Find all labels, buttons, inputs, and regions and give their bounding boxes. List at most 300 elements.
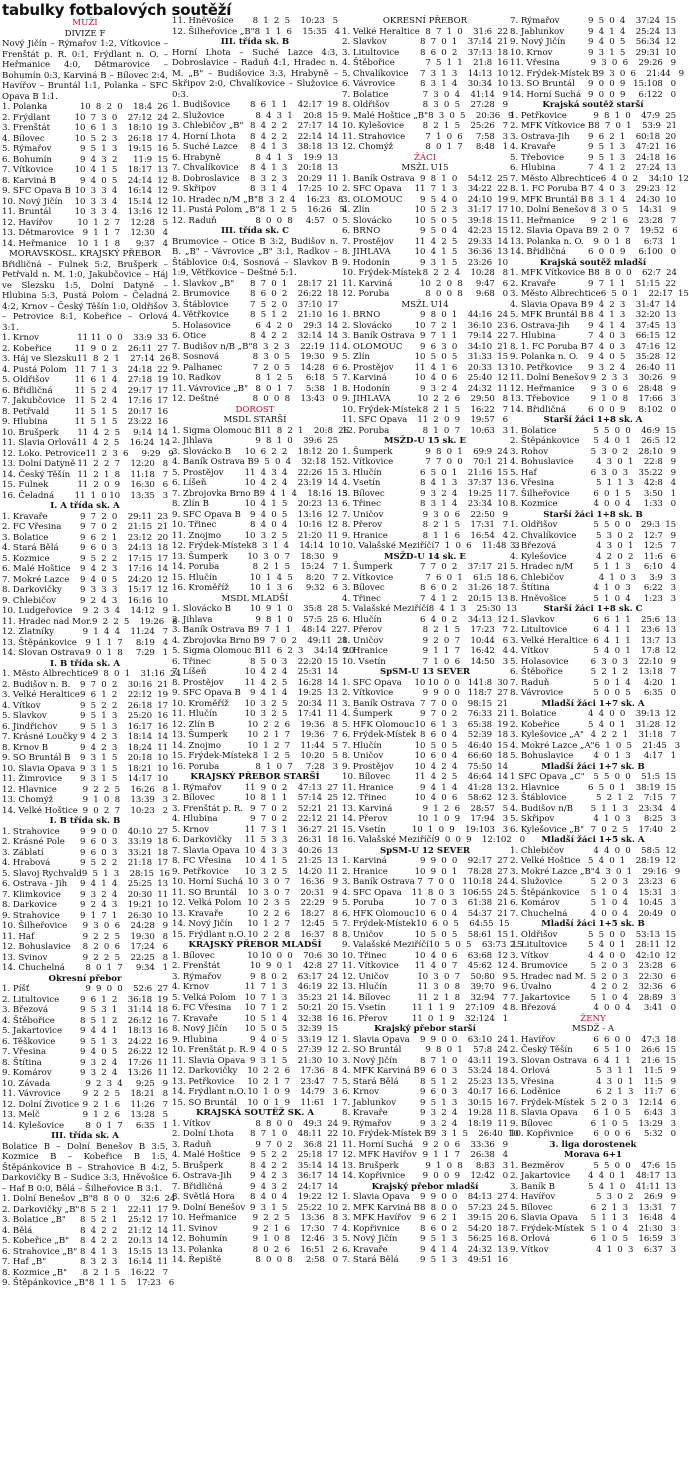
team-name: 9. Polanka n. O.: [510, 352, 579, 362]
team-name: 12. Frýdek-Místek: [172, 541, 252, 551]
table-row: [342, 531, 508, 542]
team-name: 8. Darkovičky: [2, 585, 62, 595]
team-stats: 6 0 0 6 5:32 0: [593, 1129, 676, 1139]
team-name: 6. Darkovičky: [172, 835, 232, 845]
team-name: 3. Frenštát p. R.: [172, 803, 243, 814]
table-row: [2, 344, 168, 355]
team-stats: 9 3 0 6 28:48 9: [590, 383, 676, 394]
table-row: [510, 173, 689, 185]
table-row: [172, 373, 338, 384]
team-stats: 9 6 1 2 36:18 19: [79, 994, 168, 1005]
team-stats: 10 1 2 7 12:45 5: [247, 919, 338, 929]
table-row: [172, 468, 338, 479]
team-name: 16. Čeladná: [2, 490, 55, 501]
table-row: [172, 646, 355, 657]
team-name: 5. Třebovice: [510, 152, 565, 163]
table-row: [342, 1234, 508, 1245]
team-name: 9. Chlebičov: [2, 595, 56, 606]
team-stats: 9 2 1 6 17:30 7: [252, 1223, 338, 1234]
team-stats: 9 9 0 0 40:10 27: [79, 826, 168, 837]
team-name: 8. Uničov: [342, 751, 384, 761]
team-stats: 9 6 0 3 33:21 18: [79, 847, 168, 858]
table-row: [2, 575, 168, 586]
team-name: 12. Šilheřovice „B": [172, 26, 255, 37]
table-row: [342, 583, 508, 594]
table-row: [172, 583, 338, 594]
team-stats: 9 2 2 5 18:21 8: [82, 1089, 168, 1099]
table-row: [510, 1003, 676, 1014]
team-stats: 9 8 1 0 39:6 25: [255, 436, 338, 446]
team-stats: 7 4 0 3 47:16 12: [587, 341, 676, 352]
table-row: [2, 984, 168, 995]
team-name: 8. Hněvošice: [510, 593, 567, 604]
team-stats: 6 5 0 1 38:19 15: [587, 782, 676, 793]
table-row: [342, 604, 517, 615]
team-stats: 9 2 2 5 22:25 8: [82, 952, 168, 963]
team-name: 15. SO Bruntál: [172, 1097, 237, 1108]
table-row: [172, 279, 338, 290]
team-stats: 11 4 1 6 20:33 13: [414, 362, 508, 373]
team-name: 3. Baník Ostrava: [342, 877, 415, 887]
team-name: 11. Pustá Polom „B": [172, 205, 260, 215]
team-stats: 9 0 0 9 6:122 0: [588, 89, 676, 100]
team-name: 12. Poruba: [342, 425, 390, 436]
team-stats: 11 2 0 9 19:57 6: [417, 415, 508, 425]
team-stats: 6 4 0 2 34:10 12: [600, 173, 689, 184]
team-name: 2. Jakartovice: [510, 1171, 571, 1181]
table-row: [342, 268, 508, 279]
team-name: 5. Zlín: [342, 352, 370, 362]
table-row: [172, 488, 348, 500]
team-stats: 9 9 0 0 84:13 27: [419, 1192, 508, 1202]
table-row: [510, 825, 676, 836]
table-row: [172, 751, 338, 762]
team-name: 10. Kopřivnice: [510, 1129, 574, 1139]
team-stats: 4 2 0 2 11:6 6: [596, 551, 676, 562]
team-name: 4. OLOMOUC: [342, 341, 403, 352]
table-row: [342, 184, 508, 195]
table-row: [2, 1205, 168, 1216]
team-name: 9. Hranice: [342, 530, 388, 541]
team-name: 11. Hranice: [342, 782, 394, 793]
team-stats: 9 5 1 3 25:20 16: [79, 711, 168, 721]
table-row: [2, 680, 168, 691]
table-row: [2, 448, 174, 460]
team-name: 5. Nový Jičín: [342, 1234, 398, 1244]
table-row: [342, 426, 508, 437]
table-row: [172, 951, 338, 962]
team-name: 3. Slovan Ostrava: [510, 1055, 588, 1066]
team-stats: 9 9 0 0 52:6 27: [85, 984, 168, 994]
team-name: 10. Radkov: [172, 373, 221, 383]
team-stats: 10 4 0 6 63:68 12: [414, 950, 508, 961]
table-heading: SpSM-U 13 SEVER: [379, 667, 471, 677]
team-stats: 10 3 2 5 21:20 11: [244, 530, 338, 541]
table-row: [510, 1119, 676, 1130]
team-name: 6. Štěbořice: [510, 667, 563, 677]
team-name: 7. Líšeň: [172, 667, 207, 677]
team-stats: 10 3 2 5 20:34 11: [244, 698, 338, 709]
team-stats: 9 8 1 0 57:5 25: [255, 614, 338, 625]
table-row: [172, 352, 338, 363]
team-name: 7. Štítina: [510, 583, 550, 593]
table-row: [342, 1171, 508, 1182]
team-stats: 8 1 0 7 7:28 3: [255, 761, 338, 772]
team-name: 3. Hlučín: [342, 467, 382, 478]
team-stats: 5 4 0 1 31:28 12: [587, 719, 676, 730]
table-row: [342, 888, 508, 899]
team-name: 14. Kopřivnice: [342, 1171, 406, 1181]
team-name: 5. Valašské Meziříčí: [342, 604, 429, 614]
team-stats: 9 1 1 7 26:38 4: [422, 1150, 508, 1160]
table-row: [342, 1150, 508, 1161]
table-row: [342, 247, 508, 258]
table-row: [510, 226, 676, 237]
team-name: 3. Bolatice „B": [2, 1215, 66, 1225]
team-name: 3. Velké Heraltice: [2, 690, 80, 700]
team-stats: 11 2 3 6 9:29 9: [85, 448, 174, 459]
team-stats: 6 4 1 1 23:6 13: [593, 625, 676, 635]
team-stats: 11 8 2 1 27:14 26: [77, 354, 171, 364]
team-name: 9. Hranice: [342, 646, 388, 656]
team-name: 2. Litultovice: [510, 625, 568, 635]
team-stats: 6 4 1 1 21:6 15: [593, 1055, 676, 1066]
team-name: 6. Ostrava-Jih: [172, 1171, 232, 1181]
team-name: 9. Petřkovice: [172, 866, 229, 877]
team-stats: 11 4 2 5 29:33 14: [414, 236, 508, 247]
team-name: 4. Slavia Opava B: [510, 299, 587, 310]
team-name: 13. Svinov: [2, 952, 48, 963]
team-stats: 10 3 0 7 20:31 9: [247, 887, 338, 898]
table-row: [342, 951, 508, 962]
team-name: 2. Kravaře: [510, 278, 556, 289]
team-stats: 8 3 2 4 16:23 8: [257, 194, 344, 205]
table-row: [510, 163, 676, 174]
team-stats: 8 4 1 3 25:30 13: [428, 604, 517, 614]
team-name: 4. Orlová: [510, 1066, 550, 1076]
team-name: 13. Polanka n. O.: [510, 236, 584, 247]
team-stats: 11 4 2 5 9:14 14: [77, 427, 168, 438]
team-stats: 7 1 0 6 11:48 3: [434, 541, 520, 551]
table-row: [510, 1234, 676, 1245]
team-stats: 5 4 1 0 41:11 13: [587, 1181, 676, 1192]
table-heading: Krajská soutěž starší: [542, 100, 644, 110]
table-row: [342, 478, 508, 489]
team-name: 6. Kravaře: [342, 1244, 388, 1255]
team-name: 5. Rýmařov: [2, 144, 52, 154]
team-stats: 11 5 2 4 17:16 17: [74, 396, 168, 406]
table-row: [510, 909, 676, 920]
table-row: [342, 520, 508, 531]
team-stats: 5 4 0 1 17:8 12: [593, 646, 676, 656]
table-row: [510, 1066, 676, 1077]
team-stats: 9 3 2 4 20:30 11: [79, 889, 168, 900]
table-row: [342, 79, 508, 90]
team-stats: 8 8 0 0 57:23 24: [419, 1202, 508, 1213]
table-row: [510, 447, 676, 458]
table-row: [172, 615, 338, 626]
team-stats: 8 5 1 2 25:23 13: [419, 1076, 508, 1087]
team-stats: 10 3 2 5 14:20 11: [244, 866, 338, 877]
team-name: 8. Slavia Opava: [510, 1108, 578, 1118]
team-name: 2. Služovice: [172, 110, 225, 121]
team-name: 2. FC Vřesina: [2, 522, 62, 532]
team-name: 7. Frýdek-Místek: [342, 919, 417, 929]
team-name: 4. Služovice: [510, 877, 563, 887]
table-heading: OKRESNÍ PŘEBOR: [382, 16, 468, 26]
table-row: [172, 300, 338, 311]
team-stats: 10 4 1 5 20:23 13: [244, 499, 338, 509]
team-name: 11. Horní Suchá: [342, 1139, 414, 1150]
team-stats: 11 7 1 3 24:18 22: [74, 364, 168, 375]
team-stats: 7 4 1 2 20:15 13: [419, 593, 508, 604]
team-stats: 8 2 1 5 16:22 7: [422, 404, 508, 415]
table-row: [342, 636, 508, 647]
column-1: [2, 18, 181, 1466]
team-stats: 10 2 3 5 22:29 9: [247, 898, 338, 908]
team-stats: 9 4 0 5 24:14 12: [79, 175, 168, 186]
table-row: [2, 1058, 168, 1069]
team-stats: 9 5 2 2 17:15 17: [79, 553, 168, 564]
team-stats: 9 2 3 3 30:26 9: [590, 373, 676, 383]
team-name: 3. Baník Ostrava B: [172, 625, 254, 635]
table-row: [510, 846, 676, 857]
team-name: 6. Líšeň: [172, 478, 207, 488]
team-name: 8. Kozmice: [510, 499, 558, 509]
team-name: 2. Kobeřice: [510, 719, 560, 730]
team-stats: 7 2 0 5 14:28 6: [252, 362, 338, 373]
team-stats: 10 8 2 0 18:4 26: [79, 102, 168, 112]
team-name: 4. Hlubina: [172, 814, 218, 824]
table-row: [510, 531, 676, 542]
team-stats: 10 6 1 3 65:38 19: [414, 719, 508, 730]
table-row: [342, 688, 508, 699]
table-row: [172, 205, 345, 216]
team-stats: 9 4 1 4 25:25 13: [79, 879, 168, 889]
team-name: 4. MFK Karviná B: [342, 1066, 420, 1076]
team-stats: 7 6 0 1 61:5 18: [425, 572, 508, 583]
table-row: [510, 27, 676, 38]
team-name: 4. Třinec: [342, 593, 381, 604]
team-name: 3. Vítkov: [510, 950, 549, 961]
team-stats: 9 4 3 2 11:9 15: [80, 154, 168, 165]
team-name: 9. Skřipov: [172, 184, 217, 194]
team-name: 3. Háj ve Slezsku: [2, 354, 78, 364]
team-stats: 8 4 1 3 19:9 13: [255, 152, 338, 163]
team-stats: 10 6 0 4 66:60 18: [414, 751, 508, 761]
table-row: [172, 825, 338, 836]
table-heading: Starší žáci 1+8 sk. C: [543, 604, 643, 614]
table-row: [172, 1098, 338, 1109]
team-stats: 8 4 3 1 20:8 15: [255, 110, 338, 121]
team-name: 12. Slavia Opava B: [510, 226, 593, 236]
table-row: [510, 1224, 676, 1235]
team-name: 10. Ludgeřovice: [2, 606, 73, 616]
team-stats: 8 5 2 1 22:11 17: [79, 1204, 168, 1215]
table-row: [342, 310, 508, 321]
table-heading: MSDŽ - A: [571, 1024, 615, 1034]
team-name: 1. Bolatice: [510, 709, 557, 719]
team-stats: 8 1 2 5 16:26 5: [259, 205, 345, 215]
team-name: 9. Hlubina: [172, 1034, 218, 1045]
team-name: 9. SFC Opava B: [172, 509, 241, 520]
team-stats: 8 3 2 3 20:29 11: [249, 173, 338, 184]
team-name: 14. Velké Hoštice: [2, 805, 78, 816]
team-name: 8. Vávrovice: [510, 688, 564, 698]
team-stats: 10 3 0 7 16:36 9: [247, 877, 338, 887]
table-row: [342, 541, 520, 552]
team-name: 3. Baník Ostrava: [342, 331, 415, 341]
team-name: 4. Štěbořice: [2, 1015, 55, 1026]
team-stats: 9 3 1 5 20:18 10: [79, 753, 168, 763]
team-name: 8. Petřvald: [2, 406, 50, 417]
table-row: [510, 866, 681, 878]
team-name: 12. Heřmanice: [510, 383, 575, 394]
table-heading: MSŽL U14: [401, 299, 449, 310]
team-stats: 11 7 3 1 36:27 21: [244, 824, 338, 835]
team-stats: 9 3 2 4 26:40 11: [587, 362, 676, 373]
team-name: 7. Jakartovice: [510, 992, 571, 1003]
team-name: 7. Uničov: [342, 509, 384, 520]
table-row: [2, 564, 168, 575]
table-row: [172, 142, 338, 153]
team-stats: 9 0 2 7 10:23 2: [82, 805, 168, 816]
team-name: 6. Bohumín: [2, 154, 52, 165]
team-name: 3. Mokré Lazce „B": [510, 866, 595, 877]
table-row: [510, 478, 676, 489]
team-name: 12. Raduň: [172, 215, 217, 226]
team-stats: 6 2 1 3 13:31 7: [590, 1202, 676, 1213]
team-stats: 7 4 1 2 27:24 13: [587, 163, 676, 173]
team-name: 4. Vsetín: [342, 478, 381, 488]
table-row: [510, 68, 684, 80]
team-name: 8. Karviná B: [2, 175, 56, 186]
team-name: 7. Bolatice: [342, 89, 389, 100]
team-stats: 8 3 2 3 16:14 11: [79, 1257, 168, 1267]
table-row: [172, 856, 338, 867]
table-heading: Morava 6+1: [563, 1150, 623, 1160]
table-row: [510, 499, 676, 510]
table-heading: Krajský přebor starší: [374, 1024, 476, 1034]
team-name: 10. Vsetín: [342, 656, 386, 667]
table-row: [342, 69, 508, 80]
table-row: [172, 1119, 338, 1130]
table-row: [510, 111, 676, 122]
table-row: [2, 176, 168, 187]
team-name: 8. Uničov: [342, 929, 384, 940]
team-name: 11. Slavia Opava: [172, 1055, 246, 1066]
team-name: 1. Sigma Olomouc B: [172, 425, 261, 436]
team-stats: 9 5 1 3 16:17 16: [79, 721, 168, 732]
table-row: [172, 121, 338, 132]
table-row: [342, 1035, 508, 1046]
table-row: [510, 394, 676, 405]
team-stats: 11 8 0 3 106:55 24: [411, 887, 508, 898]
table-heading: Mladší žáci 1+5 sk. B: [541, 919, 645, 929]
team-stats: 9 2 1 6 23:28 7: [590, 215, 676, 226]
team-name: 9. Prostějov: [342, 761, 394, 772]
team-name: 10. Bílovec: [342, 772, 391, 782]
table-row: [172, 678, 338, 689]
team-stats: 4 0 0 4 3:41 0: [593, 1003, 676, 1013]
team-name: 5. Chvalíkovice: [342, 68, 409, 79]
table-row: [172, 174, 338, 185]
table-row: [2, 1047, 168, 1058]
team-name: 15. Fulnek: [2, 480, 49, 490]
team-name: 10. Kroměříž: [172, 698, 229, 709]
team-stats: 9 3 2 4 19:28 11: [419, 1108, 508, 1118]
team-name: 2. Český Těšín: [510, 1045, 573, 1055]
team-name: 14. Horní Suchá: [510, 89, 582, 100]
team-stats: 5 2 1 2 7:15 7: [596, 793, 676, 803]
team-name: 8. 1. FC Poruba B: [510, 184, 588, 194]
team-name: 4. Vítkov: [510, 646, 549, 656]
table-row: [342, 814, 508, 825]
team-name: 2. Litultovice: [2, 994, 60, 1005]
table-row: [510, 751, 676, 762]
team-stats: 11 4 3 4 22:26 15: [244, 467, 338, 478]
table-row: [510, 436, 676, 447]
table-heading: Krajská soutěž mladší: [539, 257, 647, 268]
table-row: [342, 982, 508, 993]
team-stats: 9 1 7 1 26:30 10: [79, 910, 168, 921]
table-row: [172, 562, 338, 573]
team-stats: 11 6 2 3 34:14 20: [260, 646, 355, 656]
team-name: 13. Kravaře: [172, 908, 224, 919]
team-stats: 11 9 0 2 47:13 27: [244, 782, 338, 793]
team-stats: 10 4 2 4 75:50 14: [414, 761, 508, 772]
team-name: 1. Petřkovice: [510, 110, 567, 121]
table-row: [2, 438, 171, 449]
team-stats: 9 5 1 3 24:22 16: [79, 1036, 168, 1047]
table-row: [2, 732, 168, 743]
team-stats: 10 5 1 4 32:38 16: [244, 1013, 338, 1024]
table-row: [172, 793, 338, 804]
team-name: 1. Oldřišov: [510, 520, 558, 530]
team-name: 16. Kroměříž: [172, 583, 229, 593]
table-row: [510, 279, 676, 290]
team-stats: 8 7 0 1 37:14 21: [419, 37, 508, 47]
team-stats: 9 8 0 1 44:16 24: [419, 310, 508, 320]
team-stats: 9 4 1 4 37:45 13: [587, 320, 676, 331]
team-stats: 9 5 0 4 37:24 15: [587, 16, 676, 26]
team-stats: 4 4 0 1 48:17 13: [587, 1171, 676, 1181]
team-name: 5. Skřipov: [510, 814, 555, 824]
team-name: 12. Havířov: [2, 217, 53, 228]
team-stats: 9 6 0 3 53:24 18: [419, 1066, 508, 1076]
table-row: [342, 972, 508, 983]
team-name: 10. Třinec: [342, 950, 387, 961]
team-name: 2. Slavkov: [342, 37, 387, 47]
table-row: [342, 499, 508, 510]
team-stats: 8 4 1 3 15:15 13: [79, 1246, 168, 1257]
team-name: 2. Krásné Pole: [2, 837, 65, 847]
team-name: 16. Poruba: [172, 761, 220, 772]
team-stats: 9 6 0 3 24:13 18: [79, 543, 168, 553]
team-stats: 6 5 0 1 22:17 15: [600, 289, 689, 299]
team-stats: 7 4 0 3 66:15 12: [587, 331, 676, 341]
table-row: [510, 993, 676, 1004]
team-stats: 9 3 0 6 21:44 9: [598, 68, 684, 79]
team-stats: 9 6 2 1 23:12 20: [79, 532, 168, 543]
table-row: [342, 772, 508, 783]
team-stats: 9 4 1 4 25:24 13: [587, 26, 676, 37]
team-name: 5. Krnov: [172, 824, 210, 835]
team-stats: 9 4 1 4 24:32 13: [419, 1244, 508, 1255]
team-name: 2. Vítkovice: [342, 688, 394, 698]
table-heading: 3. liga dorostenek: [549, 1139, 637, 1150]
team-stats: 5 2 0 3 23:23 6: [590, 877, 676, 887]
